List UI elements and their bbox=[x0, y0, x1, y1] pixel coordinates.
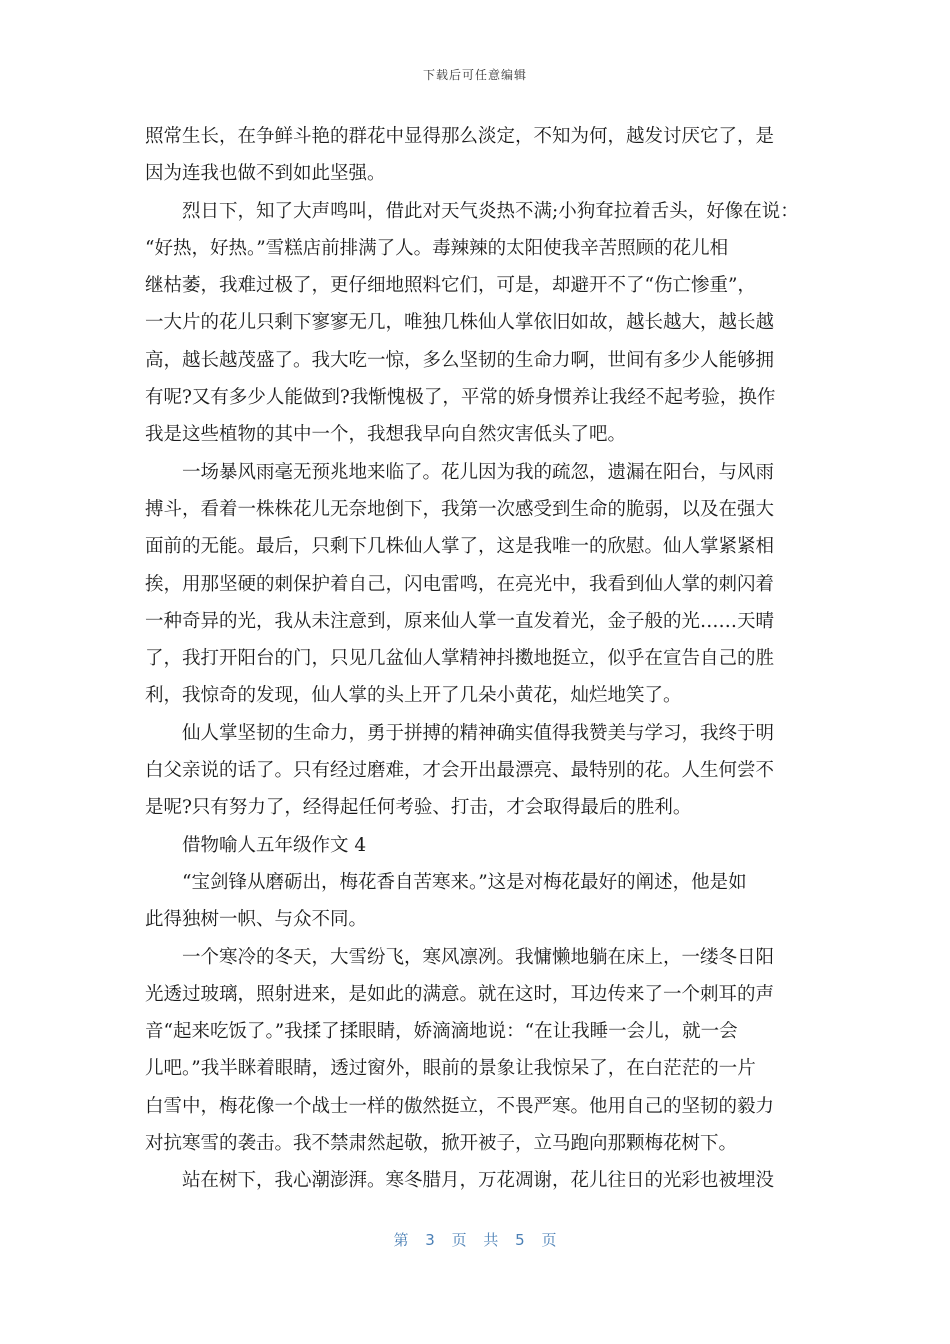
text-line: 此得独树一帜、与众不同。 bbox=[145, 909, 368, 931]
text-line: 挨，用那坚硬的刺保护着自己，闪电雷鸣，在亮光中，我看到仙人掌的刺闪着 bbox=[145, 573, 775, 595]
text-line: 一种奇异的光，我从未注意到，原来仙人掌一直发着光，金子般的光……天晴 bbox=[145, 610, 775, 632]
text-line: 我是这些植物的其中一个，我想我早向自然灾害低头了吧。 bbox=[145, 424, 627, 446]
text-line: 光透过玻璃，照射进来，是如此的满意。就在这时，耳边传来了一个刺耳的声 bbox=[145, 983, 775, 1005]
text-line: 面前的无能。最后，只剩下几株仙人掌了，这是我唯一的欣慰。仙人掌紧紧相 bbox=[145, 536, 775, 558]
text-line: 站在树下，我心潮澎湃。寒冬腊月，万花凋谢，花儿往日的光彩也被埋没 bbox=[182, 1170, 775, 1192]
text-line: 借物喻人五年级作文 4 bbox=[182, 834, 367, 856]
text-line: 仙人掌坚韧的生命力，勇于拼搏的精神确实值得我赞美与学习，我终于明 bbox=[182, 722, 775, 744]
text-line: 照常生长，在争鲜斗艳的群花中显得那么淡定，不知为何，越发讨厌它了，是 bbox=[145, 126, 775, 147]
text-line: 有呢?又有多少人能做到?我惭愧极了，平常的娇身惯养让我经不起考验，换作 bbox=[145, 387, 776, 409]
text-line: “宝剑锋从磨砺出，梅花香自苦寒来。”这是对梅花最好的阐述，他是如 bbox=[182, 871, 747, 893]
page-header-note: 下载后可任意编辑 bbox=[422, 68, 527, 82]
text-line: 了，我打开阳台的门，只见几盆仙人掌精神抖擞地挺立，似乎在宣告自己的胜 bbox=[145, 648, 775, 670]
text-line: 白父亲说的话了。只有经过磨难，才会开出最漂亮、最特别的花。人生何尝不 bbox=[145, 760, 775, 782]
text-line: 对抗寒雪的袭击。我不禁肃然起敬，掀开被子，立马跑向那颗梅花树下。 bbox=[145, 1133, 738, 1155]
text-line: 是呢?只有努力了，经得起任何考验、打击，才会取得最后的胜利。 bbox=[145, 797, 692, 819]
text-line: 白雪中，梅花像一个战士一样的傲然挺立，不畏严寒。他用自己的坚韧的毅力 bbox=[145, 1095, 775, 1117]
text-line: 搏斗，看着一株株花儿无奈地倒下，我第一次感受到生命的脆弱，以及在强大 bbox=[145, 498, 775, 520]
text-line: 儿吧。”我半眯着眼睛，透过窗外，眼前的景象让我惊呆了，在白茫茫的一片 bbox=[145, 1058, 756, 1080]
document-body bbox=[145, 118, 805, 1200]
text-line: 一场暴风雨毫无预兆地来临了。花儿因为我的疏忽，遗漏在阳台，与风雨 bbox=[182, 461, 775, 483]
text-line: 一个寒冷的冬天，大雪纷飞，寒风凛冽。我慵懒地躺在床上，一缕冬日阳 bbox=[182, 946, 775, 968]
text-line: “好热，好热。”雪糕店前排满了人。毒辣辣的太阳使我辛苦照顾的花儿相 bbox=[145, 237, 729, 259]
text-line: 因为连我也做不到如此坚强。 bbox=[145, 163, 386, 185]
text-line: 高，越长越茂盛了。我大吃一惊，多么坚韧的生命力啊，世间有多少人能够拥 bbox=[145, 349, 775, 371]
text-line: 音“起来吃饭了。”我揉了揉眼睛，娇滴滴地说：“在让我睡一会儿，就一会 bbox=[145, 1021, 738, 1043]
text-line: 继枯萎，我难过极了，更仔细地照料它们，可是，却避开不了“伤亡惨重”， bbox=[145, 275, 756, 297]
text-line: 一大片的花儿只剩下寥寥无几，唯独几株仙人掌依旧如故，越长越大，越长越 bbox=[145, 312, 775, 334]
page-number-footer: 第 3 页 共 5 页 bbox=[393, 1231, 557, 1249]
text-line: 利，我惊奇的发现，仙人掌的头上开了几朵小黄花，灿烂地笑了。 bbox=[145, 685, 682, 707]
text-line: 烈日下，知了大声鸣叫，借此对天气炎热不满;小狗耷拉着舌头，好像在说： bbox=[182, 200, 799, 222]
